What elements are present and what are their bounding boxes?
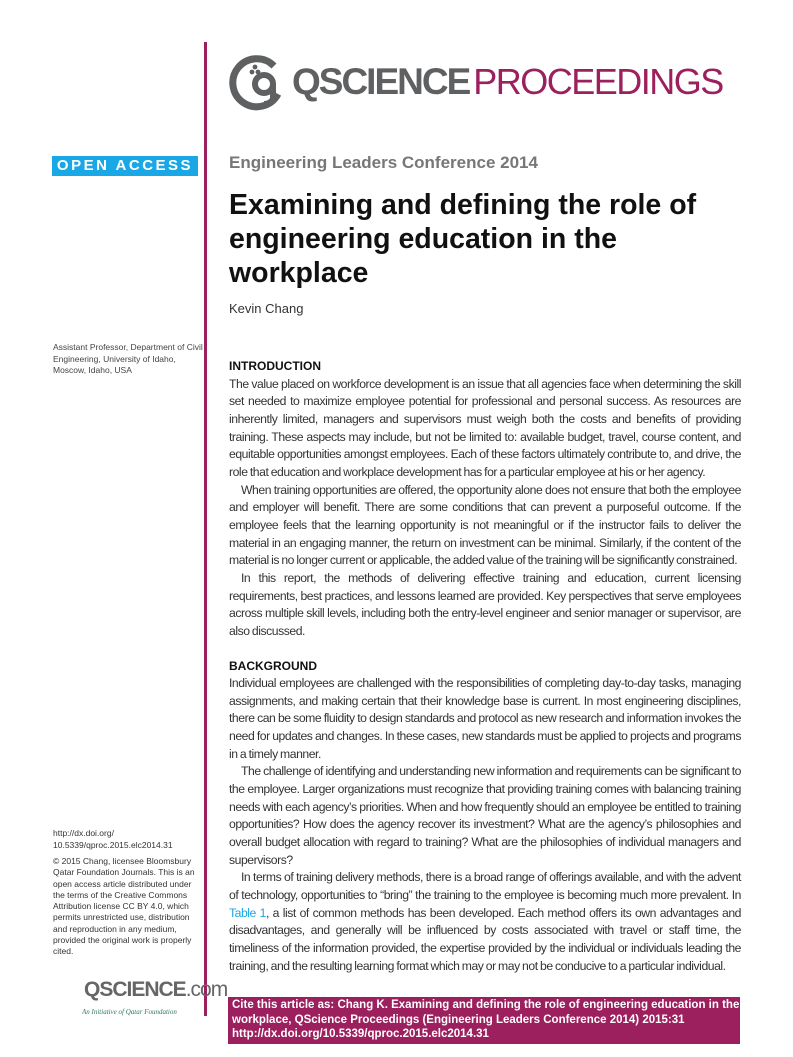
- main-column: [229, 358, 741, 1044]
- citation-box: [228, 997, 740, 1044]
- article-body: [229, 358, 741, 975]
- article-title: Examining and defining the role of engineering education in the workplace: [229, 189, 697, 289]
- paragraph: In this report, the methods of delivering effective training and education, current licensing requirements, best practices, and lessons learned are provided. Key perspectives that serve employees across multiple skill levels, including both the entry-level engineer and senior manager or supervisor, are also discussed.: [229, 570, 741, 638]
- paragraph: [229, 869, 741, 975]
- citation-line: Cite this article as: Chang K. Examining and defining the role of engineering education in the: [232, 999, 740, 1012]
- text: In terms of training delivery methods, there is a broad range of offerings available, and with the advent of technology, opportunities to “bring” the training to the employee is becoming much more prevalent. In: [229, 870, 741, 903]
- text: , a list of common methods has been developed. Each method offers its own advantages and disadvantages, and generally will be influenced by costs associated with travel or staff time, the timeliness of the information provided, the expertise provided by the individual or individuals leading the training, and the resulting learning format which may or may not be conducive to a particular individual.: [229, 905, 741, 973]
- author: Kevin Chang: [229, 301, 304, 316]
- paragraph: When training opportunities are offered, the opportunity alone does not ensure that both the employee and employer will benefit. There are some conditions that can prevent a purposeful outcome. If the employee feels that the learning opportunity is not meaningful or if the instructor fails to deliver the material in an engaging manner, the return on investment can be minimal. Similarly, if the content of the material is no longer current or applicable, the added value of the training will be significantly constrained.: [229, 482, 741, 568]
- qscience-logo-icon: [228, 52, 288, 112]
- conference-name: Engineering Leaders Conference 2014: [229, 153, 538, 172]
- section-heading-introduction: INTRODUCTION: [229, 359, 321, 373]
- qscience-proceedings-logo: [228, 52, 723, 112]
- vertical-divider: [204, 42, 207, 1016]
- logo-product: PROCEEDINGS: [473, 61, 723, 102]
- qscience-com-logo: [84, 978, 227, 1002]
- footer-logo-suffix: .com: [185, 978, 228, 1001]
- license-text: © 2015 Chang, licensee Bloomsbury Qatar Foundation Journals. This is an open access article distributed under the terms of the Creative Commons Attribution license CC BY 4.0, which permits unrestricted use, distribution and reproduction in any medium, provided the original work is properly cited.: [53, 856, 195, 957]
- table-1-link[interactable]: Table 1: [229, 905, 266, 920]
- paragraph: The challenge of identifying and understanding new information and requirements can be significant to the employee. Larger organizations must recognize that providing training comes with balancing training needs with each agency’s priorities. When and how frequently should an employee be entitled to training opportunities? How does the agency recover its investment? What are the agency’s philosophies and overall budget allocation with regard to training? What are the philosophies of individual managers and supervisors?: [229, 764, 741, 867]
- affiliation: Assistant Professor, Department of Civil Engineering, University of Idaho, Moscow, Idaho, USA: [53, 342, 203, 375]
- logo-brand: QSCIENCE: [292, 61, 470, 102]
- citation-line: workplace, QScience Proceedings (Engineering Leaders Conference 2014) 2015:31: [232, 1013, 685, 1026]
- paragraph: The value placed on workforce development is an issue that all agencies face when determining the skill set needed to maximize employee potential for professional and personal success. As resources are inherently limited, managers and supervisors must weigh both the costs and benefits of providing training. These aspects may include, but not be limited to: available budget, travel, course content, and equitable opportunities amongst employees. Each of these factors ultimately contribute to, and drive, the role that education and workplace development has for a particular employee at his or her agency.: [229, 376, 741, 479]
- paragraph: Individual employees are challenged with the responsibilities of completing day-to-day tasks, managing assignments, and making certain that their knowledge base is current. In most engineering disciplines, there can be some fluidity to design standards and protocol as new research and information invokes the need for updates and changes. In these cases, new standards must be applied to projects and programs in a timely manner.: [229, 676, 741, 761]
- citation-doi-link[interactable]: http://dx.doi.org/10.5339/qproc.2015.elc2014.31: [232, 1028, 489, 1041]
- section-heading-background: BACKGROUND: [229, 658, 317, 673]
- footer-logo-brand: QSCIENCE: [84, 978, 186, 1001]
- doi-link[interactable]: http://dx.doi.org/ 10.5339/qproc.2015.elc2014.31: [53, 828, 173, 850]
- open-access-badge: OPEN ACCESS: [52, 156, 198, 176]
- footer-logo-tagline: An Initiative of Qatar Foundation: [82, 1008, 177, 1016]
